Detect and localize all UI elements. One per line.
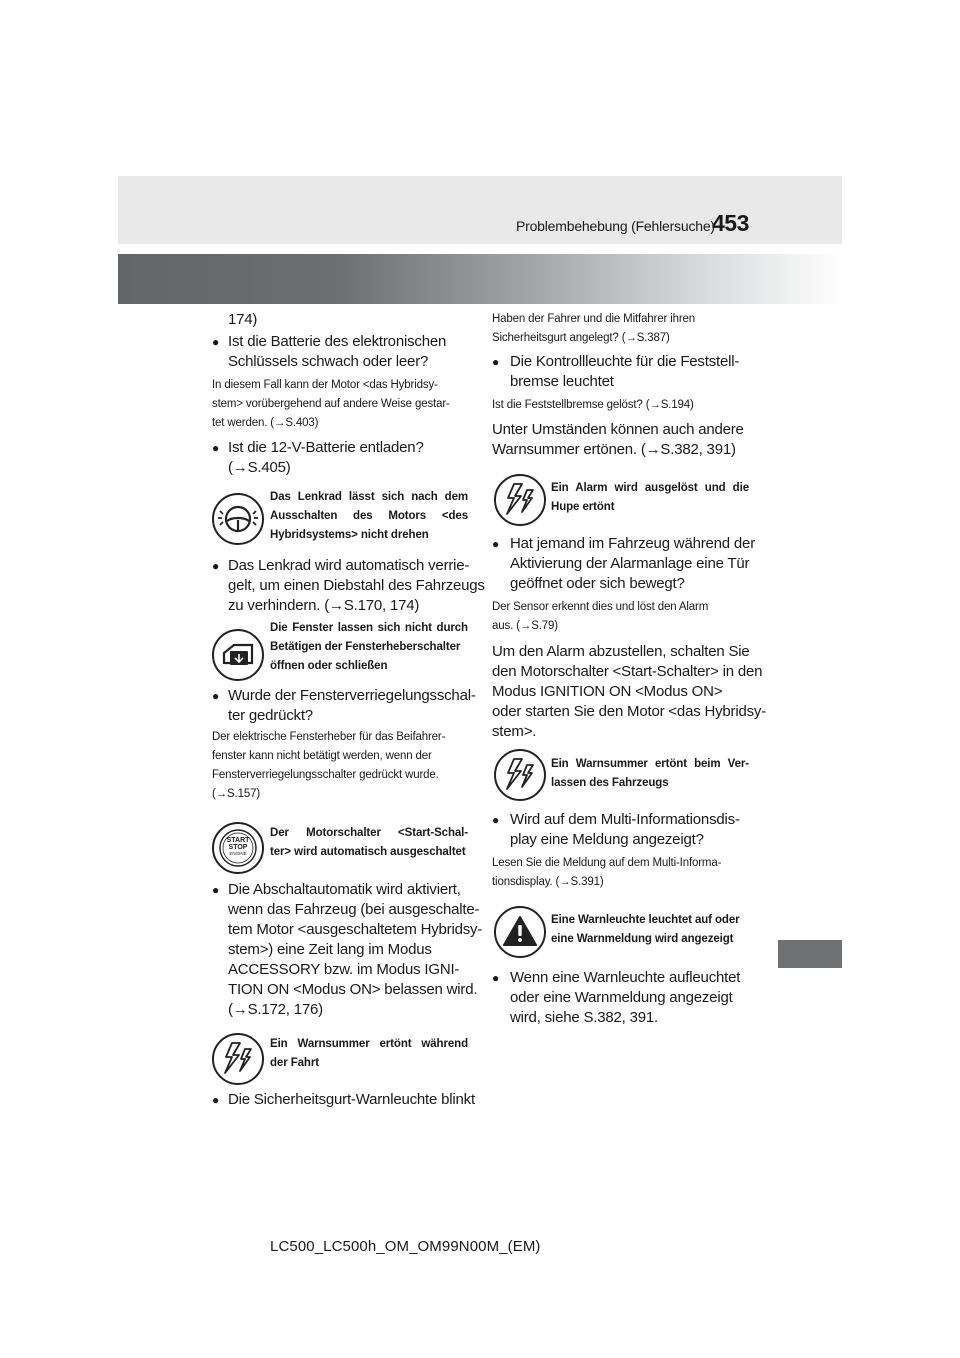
banner-title: öffnen oder schließen bbox=[270, 660, 388, 672]
banner-title: lassen des Fahrzeugs bbox=[551, 777, 669, 789]
banner-title: Ausschalten des Motors <des bbox=[270, 510, 468, 522]
bullet-text: Das Lenkrad wird automatisch verrie- bbox=[228, 557, 470, 574]
bullet-text: bremse leuchtet bbox=[510, 373, 614, 390]
steering-wheel-icon bbox=[212, 493, 264, 545]
bullet-text: wird, siehe S.382, 391. bbox=[510, 1009, 658, 1026]
chapter-gradient-bar bbox=[118, 254, 842, 304]
paragraph-text: Unter Umständen können auch andere bbox=[492, 421, 744, 438]
bullet-text: Aktivierung der Alarmanlage eine Tür bbox=[510, 555, 750, 572]
note-link-text[interactable]: Ist die Feststellbremse gelöst? (→S.194) bbox=[492, 399, 694, 411]
bullet-text: Schlüssels schwach oder leer? bbox=[228, 353, 429, 370]
banner-title: Hupe ertönt bbox=[551, 501, 615, 513]
warning-buzzer-icon bbox=[212, 1033, 264, 1085]
bullet-text: gelt, um einen Diebstahl des Fahrzeugs bbox=[228, 577, 485, 594]
document-code: LC500_LC500h_OM_OM99N00M_(EM) bbox=[270, 1238, 541, 1255]
paragraph-text: stem>. bbox=[492, 723, 537, 740]
continued-text: 174) bbox=[228, 311, 258, 328]
note-link-text[interactable]: tet werden. (→S.403) bbox=[212, 417, 319, 429]
bullet-icon: ● bbox=[212, 559, 220, 573]
bullet-link-text[interactable]: zu verhindern. (→S.170, 174) bbox=[228, 597, 420, 614]
start-label: START bbox=[226, 837, 250, 844]
note-link-text[interactable]: Sicherheitsgurt angelegt? (→S.387) bbox=[492, 332, 670, 344]
exit-buzzer-icon bbox=[494, 749, 546, 801]
note-text: fenster kann nicht betätigt werden, wenn der bbox=[212, 750, 432, 762]
bullet-text: Die Abschaltautomatik wird aktiviert, bbox=[228, 881, 461, 898]
note-text: Lesen Sie die Meldung auf dem Multi-Informa- bbox=[492, 857, 722, 869]
note-text: Haben der Fahrer und die Mitfahrer ihren bbox=[492, 313, 696, 325]
bullet-text: ACCESSORY bzw. im Modus IGNI- bbox=[228, 961, 460, 978]
section-title: Problembehebung (Fehlersuche) bbox=[516, 218, 715, 234]
note-text: Fensterverriegelungsschalter gedrückt wurde. bbox=[212, 769, 439, 781]
bullet-text: oder eine Warnmeldung angezeigt bbox=[510, 989, 733, 1006]
paragraph-text: oder starten Sie den Motor <das Hybridsy- bbox=[492, 703, 767, 720]
banner-title: Das Lenkrad lässt sich nach dem bbox=[270, 491, 468, 503]
banner-title: ter> wird automatisch ausgeschaltet bbox=[270, 846, 466, 858]
paragraph-text: den Motorschalter <Start-Schalter> in den bbox=[492, 663, 763, 680]
bullet-icon: ● bbox=[212, 1093, 220, 1107]
bullet-text: Die Sicherheitsgurt-Warnleuchte blinkt bbox=[228, 1091, 475, 1108]
engine-label: ENGINE bbox=[229, 851, 247, 856]
stop-label: STOP bbox=[228, 844, 248, 851]
bullet-text: Wird auf dem Multi-Informationsdis- bbox=[510, 811, 740, 828]
bullet-link-text[interactable]: (→S.172, 176) bbox=[228, 1001, 323, 1018]
bullet-icon: ● bbox=[492, 537, 500, 551]
bullet-text: Die Kontrollleuchte für die Feststell- bbox=[510, 353, 740, 370]
banner-title: Der Motorschalter <Start-Schal- bbox=[270, 827, 468, 839]
bullet-icon: ● bbox=[212, 883, 220, 897]
bullet-text: wenn das Fahrzeug (bei ausgeschalte- bbox=[228, 901, 480, 918]
note-text: stem> vorübergehend auf andere Weise gestar- bbox=[212, 398, 450, 410]
note-link-text[interactable]: tionsdisplay. (→S.391) bbox=[492, 876, 604, 888]
bullet-text: TION ON <Modus ON> belassen wird. bbox=[228, 981, 478, 998]
bullet-text: Ist die 12-V-Batterie entladen? bbox=[228, 439, 424, 456]
bullet-text: Ist die Batterie des elektronischen bbox=[228, 333, 447, 350]
bullet-text: geöffnet oder sich bewegt? bbox=[510, 575, 685, 592]
banner-title: eine Warnmeldung wird angezeigt bbox=[551, 933, 734, 945]
paragraph-link-text[interactable]: Warnsummer ertönen. (→S.382, 391) bbox=[492, 441, 736, 458]
banner-title: der Fahrt bbox=[270, 1057, 319, 1069]
paragraph-text: Um den Alarm abzustellen, schalten Sie bbox=[492, 643, 750, 660]
bullet-text: tem Motor <ausgeschaltetem Hybridsy- bbox=[228, 921, 483, 938]
window-switch-icon bbox=[212, 629, 264, 681]
bullet-icon: ● bbox=[212, 441, 220, 455]
note-link-text[interactable]: (→S.157) bbox=[212, 788, 261, 800]
exclamation-warning-icon bbox=[494, 906, 546, 958]
note-link-text[interactable]: aus. (→S.79) bbox=[492, 620, 558, 632]
bullet-text: Wurde der Fensterverriegelungsschal- bbox=[228, 687, 476, 704]
banner-title: Ein Warnsummer ertönt während bbox=[270, 1038, 468, 1050]
bullet-text: ter gedrückt? bbox=[228, 707, 313, 724]
start-stop-button-icon bbox=[212, 822, 264, 874]
bullet-text: Hat jemand im Fahrzeug während der bbox=[510, 535, 755, 552]
bullet-icon: ● bbox=[492, 813, 500, 827]
note-text: In diesem Fall kann der Motor <das Hybridsy- bbox=[212, 379, 438, 391]
bullet-link-text[interactable]: (→S.405) bbox=[228, 459, 291, 476]
bullet-text: stem>) eine Zeit lang im Modus bbox=[228, 941, 432, 958]
banner-title: Ein Alarm wird ausgelöst und die bbox=[551, 482, 749, 494]
bullet-text: Wenn eine Warnleuchte aufleuchtet bbox=[510, 969, 741, 986]
note-text: Der elektrische Fensterheber für das Beifahrer- bbox=[212, 731, 446, 743]
note-text: Der Sensor erkennt dies und löst den Alarm bbox=[492, 601, 709, 613]
banner-title: Die Fenster lassen sich nicht durch bbox=[270, 622, 468, 634]
page-number: 453 bbox=[712, 210, 749, 236]
banner-title: Betätigen der Fensterheberschalter bbox=[270, 641, 461, 653]
banner-title: Hybridsystems> nicht drehen bbox=[270, 529, 429, 541]
bullet-icon: ● bbox=[492, 355, 500, 369]
chapter-side-tab bbox=[778, 940, 842, 968]
alarm-buzzer-icon bbox=[494, 474, 546, 526]
banner-title: Ein Warnsummer ertönt beim Ver- bbox=[551, 758, 749, 770]
banner-title: Eine Warnleuchte leuchtet auf oder bbox=[551, 914, 740, 926]
paragraph-text: Modus IGNITION ON <Modus ON> bbox=[492, 683, 723, 700]
bullet-icon: ● bbox=[212, 689, 220, 703]
bullet-icon: ● bbox=[492, 971, 500, 985]
bullet-icon: ● bbox=[212, 335, 220, 349]
bullet-text: play eine Meldung angezeigt? bbox=[510, 831, 704, 848]
